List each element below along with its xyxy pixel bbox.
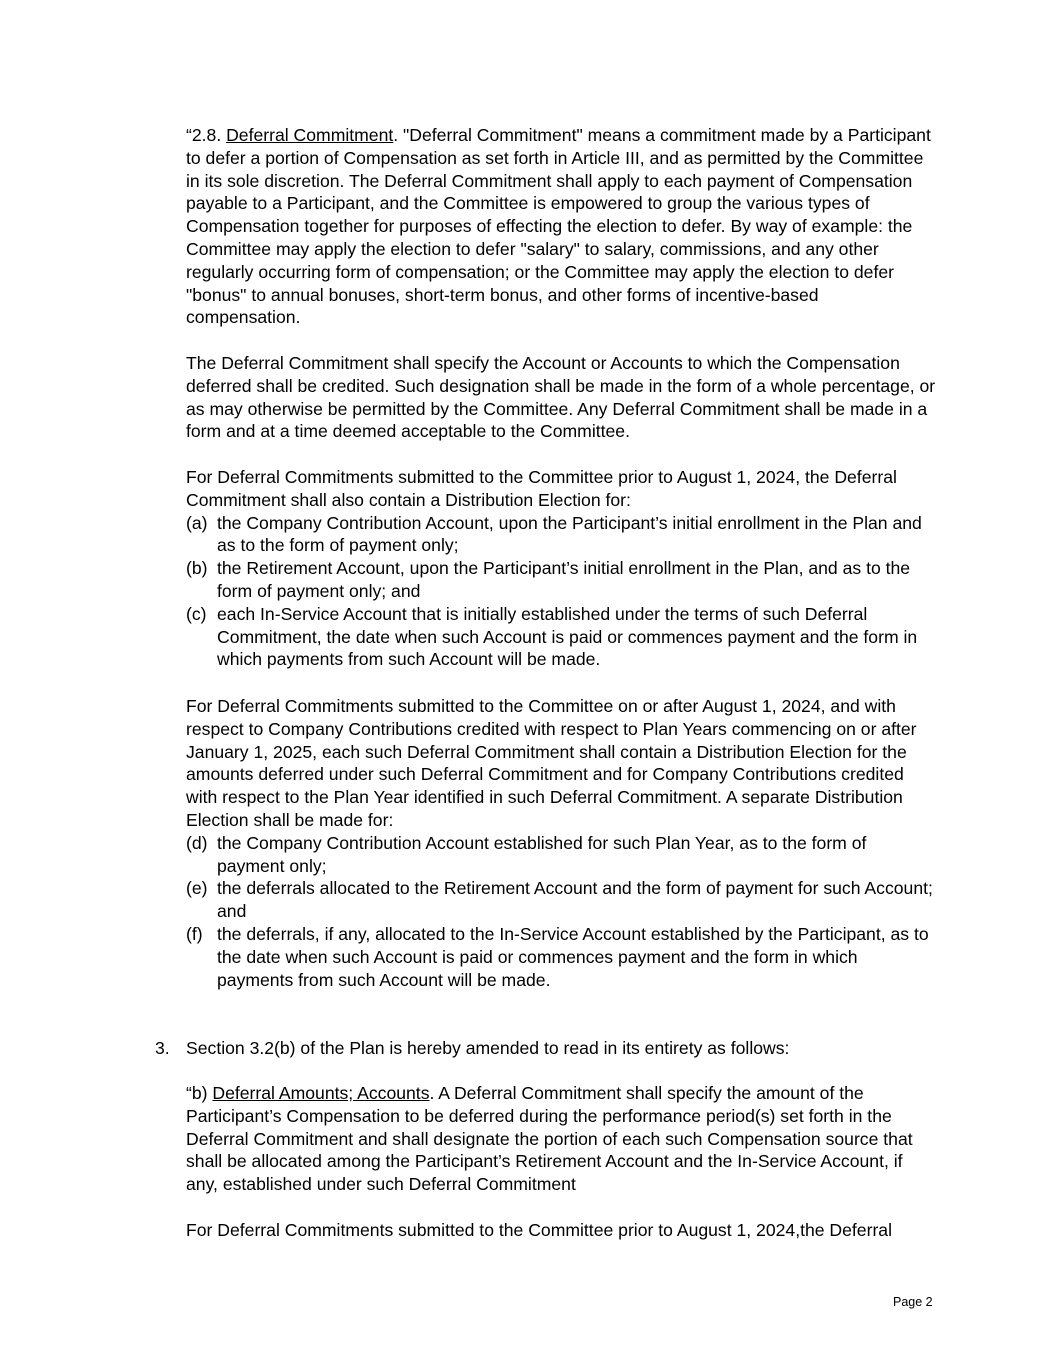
paragraph-prior-commitments <box>186 466 936 671</box>
list-item-text: the Company Contribution Account, upon the Participant’s initial enrollment in the Plan and as to the form of payment only; <box>217 512 922 556</box>
paragraph-after-intro: For Deferral Commitments submitted to the Committee on or after August 1, 2024, and with respect to Company Contributions credited with respect to Plan Years commencing on or after January 1, 2025, each such Deferral Commitment shall contain a Distribution Election for the amounts deferred under such Deferral Commitment and for Company Contributions credited with respect to the Plan Year identified in such Deferral Commitment. A separate Distribution Election shall be made for: <box>186 696 917 830</box>
paragraph-last-text: For Deferral Commitments submitted to the Committee prior to August 1, 2024,the Deferral <box>186 1220 893 1240</box>
list-marker: (d) <box>186 832 208 853</box>
item-3-text: Section 3.2(b) of the Plan is hereby amended to read in its entirety as follows: <box>186 1038 790 1058</box>
paragraph-accounts <box>186 352 936 443</box>
item-3 <box>186 1037 936 1060</box>
section-2-8-prefix: “2.8. <box>186 125 227 145</box>
list-marker: (c) <box>186 603 207 624</box>
list-item-d <box>186 832 936 878</box>
list-item-b <box>186 557 936 603</box>
list-item-text: the deferrals allocated to the Retirement Account and the form of payment for such Account; and <box>217 878 933 922</box>
paragraph-after-commitments <box>186 695 936 991</box>
section-3-2b-text: . A Deferral Commitment shall specify the amount of the Participant’s Compensation to be deferred during the performance period(s) set forth in the Deferral Commitment and shall designate the portion of each such Compensation source that shall be allocated among the Participant’s Retirement Account and the In-Service Account, if any, established under such Deferral Commitment <box>186 1083 913 1195</box>
list-item-a <box>186 512 936 558</box>
section-3-2b-paragraph <box>186 1082 936 1196</box>
list-marker: (e) <box>186 878 208 899</box>
list-item-text: the deferrals, if any, allocated to the In-Service Account established by the Participant, as to the date when such Account is paid or commences payment and the form in which payments from such Account will be made. <box>217 923 929 990</box>
list-marker: (b) <box>186 558 208 579</box>
item-3-number: 3. <box>155 1038 170 1058</box>
list-marker: (f) <box>186 923 203 944</box>
section-3-2b <box>186 1082 936 1196</box>
list-item-text: the Retirement Account, upon the Participant’s initial enrollment in the Plan, and as to the form of payment only; and <box>217 558 911 601</box>
page-number: Page 2 <box>893 1295 933 1309</box>
section-2-8 <box>186 124 936 329</box>
paragraph-last <box>186 1219 936 1242</box>
section-2-8-heading: Deferral Commitment <box>226 125 394 145</box>
section-2-8-paragraph <box>186 124 936 329</box>
list-item-text: each In-Service Account that is initially established under the terms of such Deferral Commitment, the date when such Account is paid or commences payment and the form in which payments from such Account will be made. <box>217 603 918 670</box>
list-item-e <box>186 877 936 923</box>
list-item-f <box>186 923 936 991</box>
list-marker: (a) <box>186 512 208 533</box>
list-item-text: the Company Contribution Account established for such Plan Year, as to the form of payment only; <box>217 832 867 876</box>
section-2-8-text: . "Deferral Commitment" means a commitment made by a Participant to defer a portion of Compensation as set forth in Article III, and as permitted by the Committee in its sole discretion. The Deferral Commitment shall apply to each payment of Compensation payable to a Participant, and the Committee is empowered to group the various types of Compensation together for purposes of effecting the election to defer. By way of example: the Committee may apply the election to defer "salary" to salary, commissions, and any other regularly occurring form of compensation; or the Committee may apply the election to defer "bonus" to annual bonuses, short-term bonus, and other forms of incentive-based compensation. <box>186 125 931 328</box>
section-3-2b-heading: Deferral Amounts; Accounts <box>212 1083 430 1103</box>
paragraph-prior-intro: For Deferral Commitments submitted to the Committee prior to August 1, 2024, the Deferral Commitment shall also contain a Distribution Election for: <box>186 467 897 510</box>
paragraph-accounts-text: The Deferral Commitment shall specify the Account or Accounts to which the Compensation deferred shall be credited. Such designation shall be made in the form of a whole percentage, or as may otherwise be permitted by the Committee. Any Deferral Commitment shall be made in a form and at a time deemed acceptable to the Committee. <box>186 353 936 442</box>
section-3-2b-prefix: “b) <box>186 1083 213 1103</box>
list-item-c <box>186 603 936 671</box>
